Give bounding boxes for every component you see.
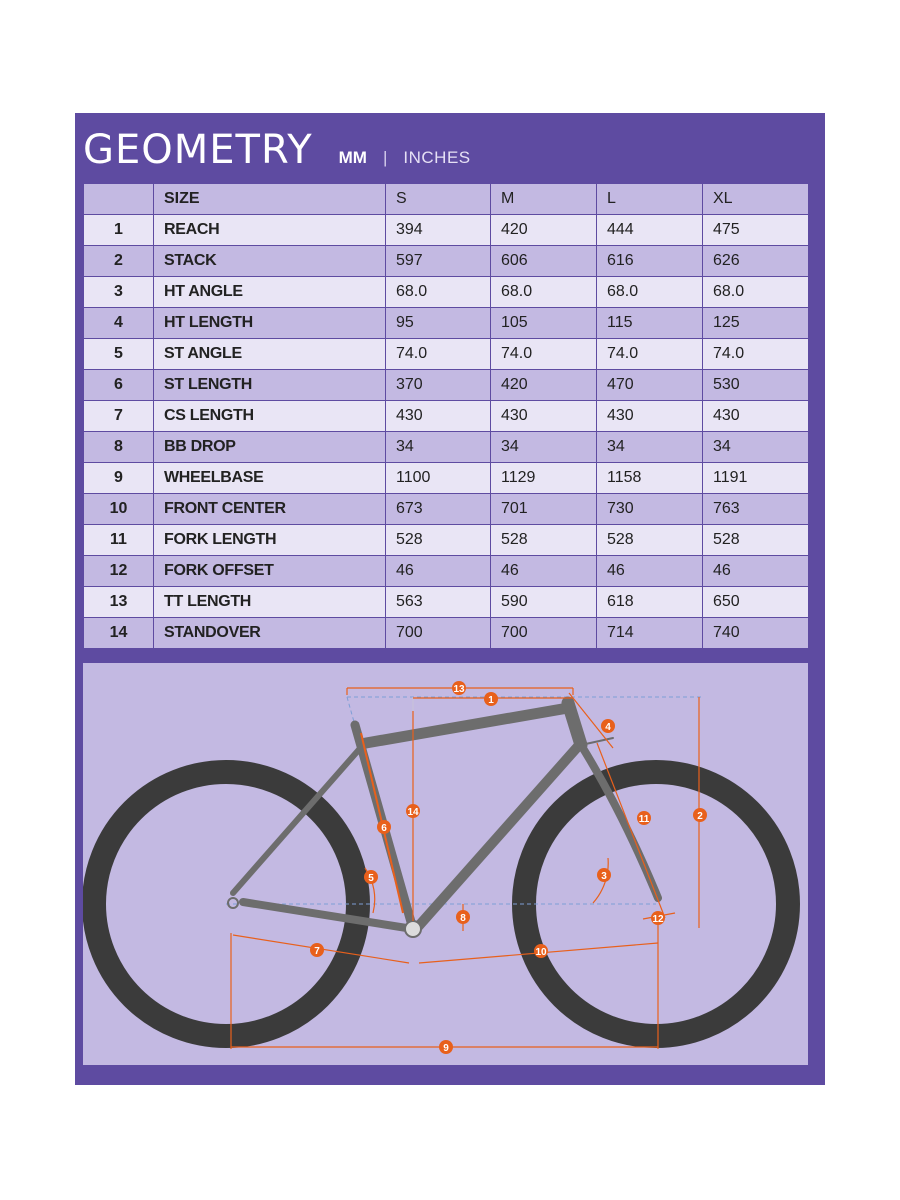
svg-text:10: 10 (535, 947, 547, 958)
unit-toggle-inches[interactable]: INCHES (403, 148, 471, 167)
callout-1 (484, 692, 498, 706)
table-row (84, 277, 809, 308)
row-number: 7 (84, 401, 154, 432)
geometry-panel (75, 113, 825, 1085)
value-cell: 74.0 (597, 339, 703, 370)
table-row (84, 432, 809, 463)
row-number: 3 (84, 277, 154, 308)
row-number: 1 (84, 215, 154, 246)
row-label: FORK OFFSET (154, 556, 386, 587)
value-cell: 420 (491, 215, 597, 246)
header-cell-xl: XL (703, 184, 809, 215)
value-cell: 650 (703, 587, 809, 618)
table-row (84, 618, 809, 649)
value-cell: 420 (491, 370, 597, 401)
page-title: GEOMETRY (83, 127, 313, 173)
value-cell: 34 (703, 432, 809, 463)
callout-14 (406, 804, 420, 818)
value-cell: 475 (703, 215, 809, 246)
value-cell: 74.0 (703, 339, 809, 370)
table-row (84, 401, 809, 432)
value-cell: 1129 (491, 463, 597, 494)
value-cell: 430 (703, 401, 809, 432)
table-row (84, 370, 809, 401)
value-cell: 394 (386, 215, 491, 246)
value-cell: 34 (491, 432, 597, 463)
row-number: 8 (84, 432, 154, 463)
row-label: HT ANGLE (154, 277, 386, 308)
value-cell: 590 (491, 587, 597, 618)
callout-6 (377, 820, 391, 834)
row-number: 5 (84, 339, 154, 370)
svg-text:2: 2 (697, 811, 703, 822)
value-cell: 115 (597, 308, 703, 339)
svg-text:7: 7 (314, 946, 320, 957)
svg-text:3: 3 (601, 871, 607, 882)
unit-separator: | (382, 148, 388, 167)
value-cell: 105 (491, 308, 597, 339)
row-number: 10 (84, 494, 154, 525)
value-cell: 626 (703, 246, 809, 277)
value-cell: 125 (703, 308, 809, 339)
svg-text:5: 5 (368, 873, 374, 884)
row-label: ST LENGTH (154, 370, 386, 401)
value-cell: 68.0 (597, 277, 703, 308)
value-cell: 528 (491, 525, 597, 556)
header-cell-size: SIZE (154, 184, 386, 215)
row-label: STANDOVER (154, 618, 386, 649)
value-cell: 563 (386, 587, 491, 618)
row-number: 12 (84, 556, 154, 587)
unit-toggle-mm[interactable]: MM (338, 148, 367, 167)
row-label: FRONT CENTER (154, 494, 386, 525)
callout-8 (456, 910, 470, 924)
value-cell: 370 (386, 370, 491, 401)
value-cell: 68.0 (491, 277, 597, 308)
value-cell: 46 (491, 556, 597, 587)
bike-frame (233, 703, 658, 929)
callout-4 (601, 719, 615, 733)
row-label: STACK (154, 246, 386, 277)
table-row (84, 215, 809, 246)
row-number: 2 (84, 246, 154, 277)
head-tube (568, 703, 581, 745)
value-cell: 34 (386, 432, 491, 463)
row-label: HT LENGTH (154, 308, 386, 339)
row-label: FORK LENGTH (154, 525, 386, 556)
value-cell: 528 (597, 525, 703, 556)
callout-10 (534, 944, 548, 958)
callout-2 (693, 808, 707, 822)
callout-13 (452, 681, 466, 695)
header-cell-s: S (386, 184, 491, 215)
table-row (84, 587, 809, 618)
row-label: TT LENGTH (154, 587, 386, 618)
row-label: ST ANGLE (154, 339, 386, 370)
value-cell: 606 (491, 246, 597, 277)
callout-7 (310, 943, 324, 957)
bike-geometry-diagram (83, 663, 808, 1065)
row-number: 14 (84, 618, 154, 649)
value-cell: 700 (386, 618, 491, 649)
value-cell: 714 (597, 618, 703, 649)
bottom-bracket (405, 921, 421, 937)
row-number: 11 (84, 525, 154, 556)
value-cell: 470 (597, 370, 703, 401)
chain-stay (243, 902, 413, 929)
value-cell: 701 (491, 494, 597, 525)
value-cell: 530 (703, 370, 809, 401)
value-cell: 68.0 (386, 277, 491, 308)
value-cell: 740 (703, 618, 809, 649)
value-cell: 1100 (386, 463, 491, 494)
svg-text:6: 6 (381, 823, 387, 834)
value-cell: 46 (703, 556, 809, 587)
row-number: 13 (84, 587, 154, 618)
table-row (84, 556, 809, 587)
callout-11 (637, 811, 651, 825)
callout-3 (597, 868, 611, 882)
row-label: WHEELBASE (154, 463, 386, 494)
svg-text:8: 8 (460, 913, 466, 924)
value-cell: 1158 (597, 463, 703, 494)
value-cell: 68.0 (703, 277, 809, 308)
table-row (84, 494, 809, 525)
value-cell: 74.0 (491, 339, 597, 370)
row-label: REACH (154, 215, 386, 246)
value-cell: 597 (386, 246, 491, 277)
callout-12 (651, 911, 665, 925)
table-row (84, 339, 809, 370)
header (83, 127, 471, 183)
header-cell-blank (84, 184, 154, 215)
value-cell: 616 (597, 246, 703, 277)
value-cell: 1191 (703, 463, 809, 494)
value-cell: 528 (703, 525, 809, 556)
rear-dropout (228, 898, 238, 908)
value-cell: 46 (597, 556, 703, 587)
svg-text:13: 13 (453, 684, 465, 695)
geometry-table (83, 183, 809, 649)
header-cell-l: L (597, 184, 703, 215)
table-header-row (84, 184, 809, 215)
value-cell: 430 (386, 401, 491, 432)
value-cell: 700 (491, 618, 597, 649)
value-cell: 673 (386, 494, 491, 525)
value-cell: 618 (597, 587, 703, 618)
callout-5 (364, 870, 378, 884)
svg-text:4: 4 (605, 722, 611, 733)
top-tube (366, 708, 568, 743)
svg-text:11: 11 (638, 814, 650, 825)
row-number: 6 (84, 370, 154, 401)
bike-diagram-svg (83, 663, 808, 1065)
value-cell: 763 (703, 494, 809, 525)
value-cell: 730 (597, 494, 703, 525)
table-row (84, 308, 809, 339)
row-number: 9 (84, 463, 154, 494)
row-label: BB DROP (154, 432, 386, 463)
row-label: CS LENGTH (154, 401, 386, 432)
row-number: 4 (84, 308, 154, 339)
header-cell-m: M (491, 184, 597, 215)
value-cell: 95 (386, 308, 491, 339)
value-cell: 74.0 (386, 339, 491, 370)
callout-9 (439, 1040, 453, 1054)
value-cell: 528 (386, 525, 491, 556)
value-cell: 444 (597, 215, 703, 246)
svg-text:14: 14 (407, 807, 419, 818)
table-row (84, 246, 809, 277)
svg-text:12: 12 (652, 914, 664, 925)
value-cell: 430 (597, 401, 703, 432)
value-cell: 46 (386, 556, 491, 587)
table-row (84, 463, 809, 494)
svg-text:1: 1 (488, 695, 494, 706)
value-cell: 430 (491, 401, 597, 432)
svg-text:9: 9 (443, 1043, 449, 1054)
table-row (84, 525, 809, 556)
value-cell: 34 (597, 432, 703, 463)
